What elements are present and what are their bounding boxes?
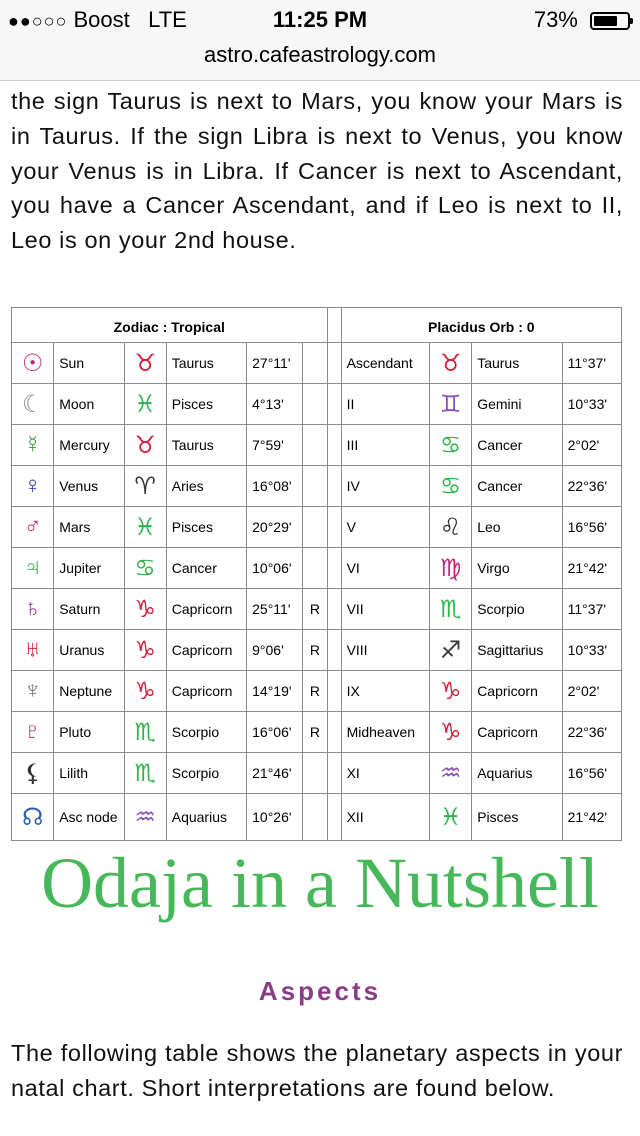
planet-symbol-icon: ☉ xyxy=(12,343,54,384)
chart-header-row xyxy=(12,308,622,343)
house-sign-symbol-icon: ♋ xyxy=(429,425,471,466)
column-separator xyxy=(327,589,341,630)
planet-sign: Scorpio xyxy=(166,712,246,753)
column-separator xyxy=(327,794,341,841)
battery-percent: 73% xyxy=(533,7,578,32)
house-sign: Scorpio xyxy=(472,589,562,630)
planet-degree: 9°06' xyxy=(247,630,303,671)
house-sign: Aquarius xyxy=(472,753,562,794)
placidus-header: Placidus Orb : 0 xyxy=(341,308,621,343)
house-degree: 21°42' xyxy=(562,794,621,841)
planet-sign: Aquarius xyxy=(166,794,246,841)
planet-degree: 16°06' xyxy=(247,712,303,753)
retrograde-flag: R xyxy=(303,589,327,630)
house-sign-symbol-icon: ♉ xyxy=(429,343,471,384)
aspects-heading: Aspects xyxy=(258,976,382,1006)
house-sign-symbol-icon: ♐ xyxy=(429,630,471,671)
column-separator xyxy=(327,384,341,425)
aspects-intro-paragraph: The following table shows the planetary aspects in your natal chart. Short interpretations are found below. xyxy=(11,1040,623,1101)
chart-row xyxy=(12,384,622,425)
column-separator xyxy=(327,507,341,548)
house-degree: 21°42' xyxy=(562,548,621,589)
planet-name: Mercury xyxy=(54,425,124,466)
planet-symbol-icon: ☿ xyxy=(12,425,54,466)
house-name: Midheaven xyxy=(341,712,429,753)
planet-sign: Pisces xyxy=(166,384,246,425)
column-separator xyxy=(327,671,341,712)
chart-row xyxy=(12,589,622,630)
column-separator xyxy=(327,712,341,753)
retrograde-flag: R xyxy=(303,630,327,671)
planet-degree: 21°46' xyxy=(247,753,303,794)
planet-sign-symbol-icon: ♑ xyxy=(124,671,166,712)
planet-degree: 10°06' xyxy=(247,548,303,589)
retrograde-flag xyxy=(303,466,327,507)
house-name: XII xyxy=(341,794,429,841)
planet-symbol-icon: ♀ xyxy=(12,466,54,507)
house-sign-symbol-icon: ♋ xyxy=(429,466,471,507)
house-sign: Taurus xyxy=(472,343,562,384)
retrograde-flag xyxy=(303,753,327,794)
house-sign: Virgo xyxy=(472,548,562,589)
intro-paragraph: the sign Taurus is next to Mars, you know your Mars is in Taurus. If the sign Libra is next to Venus, you know your Venus is in Libra. If Cancer is next to Ascendant, you have a Cancer Ascendant, and if Leo is next to II, Leo is on your 2nd house. xyxy=(11,88,623,254)
retrograde-flag xyxy=(303,343,327,384)
planet-sign-symbol-icon: ♉ xyxy=(124,425,166,466)
signal-strength-icon: ●●○○○ xyxy=(8,11,68,31)
planet-sign-symbol-icon: ♏ xyxy=(124,712,166,753)
house-sign-symbol-icon: ♊ xyxy=(429,384,471,425)
column-separator xyxy=(327,308,341,343)
house-degree: 11°37' xyxy=(562,589,621,630)
planet-name: Venus xyxy=(54,466,124,507)
planet-degree: 20°29' xyxy=(247,507,303,548)
planet-degree: 14°19' xyxy=(247,671,303,712)
planet-sign-symbol-icon: ♑ xyxy=(124,589,166,630)
planet-symbol-icon: ♂ xyxy=(12,507,54,548)
planet-sign: Capricorn xyxy=(166,589,246,630)
house-sign-symbol-icon: ♏ xyxy=(429,589,471,630)
retrograde-flag xyxy=(303,384,327,425)
planet-symbol-icon: ⚸ xyxy=(12,753,54,794)
column-separator xyxy=(327,425,341,466)
planet-sign: Aries xyxy=(166,466,246,507)
house-name: VI xyxy=(341,548,429,589)
planet-sign-symbol-icon: ♉ xyxy=(124,343,166,384)
planet-name: Moon xyxy=(54,384,124,425)
house-degree: 10°33' xyxy=(562,630,621,671)
planet-name: Asc node xyxy=(54,794,124,841)
chart-row xyxy=(12,507,622,548)
planet-name: Saturn xyxy=(54,589,124,630)
planet-symbol-icon: ♇ xyxy=(12,712,54,753)
retrograde-flag xyxy=(303,794,327,841)
planet-name: Neptune xyxy=(54,671,124,712)
house-name: III xyxy=(341,425,429,466)
chart-row xyxy=(12,630,622,671)
planet-symbol-icon: ♃ xyxy=(12,548,54,589)
chart-row xyxy=(12,466,622,507)
house-sign: Capricorn xyxy=(472,712,562,753)
planet-symbol-icon: ♅ xyxy=(12,630,54,671)
planet-name: Jupiter xyxy=(54,548,124,589)
url-text[interactable]: astro.cafeastrology.com xyxy=(204,42,436,67)
planet-sign-symbol-icon: ♓ xyxy=(124,384,166,425)
carrier-name: Boost xyxy=(73,7,130,32)
house-degree: 2°02' xyxy=(562,425,621,466)
house-sign: Gemini xyxy=(472,384,562,425)
planet-sign: Capricorn xyxy=(166,671,246,712)
retrograde-flag: R xyxy=(303,671,327,712)
planet-sign-symbol-icon: ♋ xyxy=(124,548,166,589)
planet-sign-symbol-icon: ♓ xyxy=(124,507,166,548)
planet-sign-symbol-icon: ♑ xyxy=(124,630,166,671)
planet-degree: 16°08' xyxy=(247,466,303,507)
house-sign-symbol-icon: ♓ xyxy=(429,794,471,841)
planet-symbol-icon: ♄ xyxy=(12,589,54,630)
house-sign-symbol-icon: ♑ xyxy=(429,671,471,712)
house-name: IV xyxy=(341,466,429,507)
chart-row xyxy=(12,753,622,794)
planet-symbol-icon: ☾ xyxy=(12,384,54,425)
planet-degree: 4°13' xyxy=(247,384,303,425)
chart-row xyxy=(12,671,622,712)
zodiac-header: Zodiac : Tropical xyxy=(12,308,328,343)
planet-name: Sun xyxy=(54,343,124,384)
chart-row xyxy=(12,425,622,466)
planet-symbol-icon: ♆ xyxy=(12,671,54,712)
retrograde-flag xyxy=(303,425,327,466)
house-degree: 22°36' xyxy=(562,712,621,753)
planet-name: Pluto xyxy=(54,712,124,753)
planet-name: Mars xyxy=(54,507,124,548)
planet-degree: 7°59' xyxy=(247,425,303,466)
retrograde-flag xyxy=(303,507,327,548)
column-separator xyxy=(327,630,341,671)
planet-sign: Taurus xyxy=(166,343,246,384)
house-degree: 10°33' xyxy=(562,384,621,425)
house-sign-symbol-icon: ♑ xyxy=(429,712,471,753)
house-sign: Cancer xyxy=(472,425,562,466)
planet-sign-symbol-icon: ♒ xyxy=(124,794,166,841)
planet-sign-symbol-icon: ♏ xyxy=(124,753,166,794)
column-separator xyxy=(327,753,341,794)
column-separator xyxy=(327,343,341,384)
house-sign: Leo xyxy=(472,507,562,548)
house-sign-symbol-icon: ♒ xyxy=(429,753,471,794)
house-name: IX xyxy=(341,671,429,712)
house-sign-symbol-icon: ♌ xyxy=(429,507,471,548)
retrograde-flag xyxy=(303,548,327,589)
planet-degree: 25°11' xyxy=(247,589,303,630)
retrograde-flag: R xyxy=(303,712,327,753)
planet-sign: Scorpio xyxy=(166,753,246,794)
clock: 11:25 PM xyxy=(272,7,368,32)
network-type: LTE xyxy=(148,7,187,32)
house-sign: Capricorn xyxy=(472,671,562,712)
house-name: VIII xyxy=(341,630,429,671)
nutshell-heading: Odaja in a Nutshell xyxy=(41,843,599,923)
chart-row xyxy=(12,548,622,589)
battery-icon xyxy=(590,12,630,30)
house-name: Ascendant xyxy=(341,343,429,384)
battery-status xyxy=(534,7,630,33)
house-degree: 2°02' xyxy=(562,671,621,712)
column-separator xyxy=(327,466,341,507)
planet-degree: 27°11' xyxy=(247,343,303,384)
house-name: V xyxy=(341,507,429,548)
battery-fill xyxy=(594,16,617,26)
status-bar xyxy=(0,0,640,40)
house-degree: 11°37' xyxy=(562,343,621,384)
house-name: XI xyxy=(341,753,429,794)
planet-sign: Capricorn xyxy=(166,630,246,671)
house-sign-symbol-icon: ♍ xyxy=(429,548,471,589)
chart-row xyxy=(12,343,622,384)
house-name: II xyxy=(341,384,429,425)
planet-sign-symbol-icon: ♈ xyxy=(124,466,166,507)
planet-sign: Cancer xyxy=(166,548,246,589)
house-sign: Sagittarius xyxy=(472,630,562,671)
planet-name: Lilith xyxy=(54,753,124,794)
address-bar[interactable] xyxy=(0,40,640,81)
chart-row xyxy=(12,712,622,753)
house-sign: Pisces xyxy=(472,794,562,841)
planet-degree: 10°26' xyxy=(247,794,303,841)
natal-chart-table xyxy=(11,307,622,841)
house-degree: 16°56' xyxy=(562,507,621,548)
column-separator xyxy=(327,548,341,589)
house-name: VII xyxy=(341,589,429,630)
planet-sign: Pisces xyxy=(166,507,246,548)
house-sign: Cancer xyxy=(472,466,562,507)
planet-symbol-icon: ☊ xyxy=(12,794,54,841)
planet-name: Uranus xyxy=(54,630,124,671)
chart-row xyxy=(12,794,622,841)
planet-sign: Taurus xyxy=(166,425,246,466)
house-degree: 22°36' xyxy=(562,466,621,507)
house-degree: 16°56' xyxy=(562,753,621,794)
